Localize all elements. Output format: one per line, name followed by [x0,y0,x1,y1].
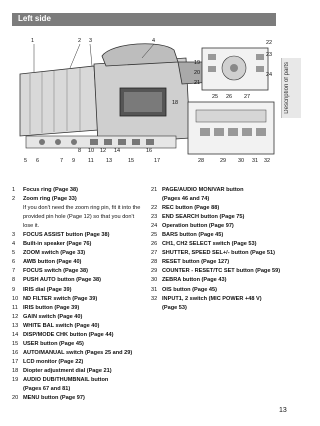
list-item: 15 USER button (Page 45) [12,340,84,347]
list-item: 14 DISP/MODE CHK button (Page 44) [12,331,114,338]
section-title: Left side [18,14,51,23]
parts-list-left [12,186,152,403]
callout-label: 9 [72,158,76,164]
callout-label: 29 [220,158,227,164]
callout-label: 6 [36,158,40,164]
parts-list-right [151,186,296,313]
callout-label: 19 [194,60,201,66]
camera-diagram [12,36,278,176]
callout-label: 16 [146,148,153,154]
callout-label: 17 [154,158,161,164]
list-item: 28 RESET button (Page 127) [151,259,230,266]
list-item-note: (Pages 67 and 81) [23,386,71,393]
callout-label: 27 [244,94,251,100]
list-item-note: provided pin hole (Page 12) so that you don't [23,214,135,221]
list-item: 3 FOCUS ASSIST button (Page 38) [12,232,110,239]
list-item: 4 Built-in speaker (Page 76) [12,241,92,248]
callout-label: 18 [172,100,179,106]
list-item: 11 IRIS button (Page 39) [12,304,80,311]
list-item: 9 IRIS dial (Page 39) [12,286,72,293]
list-item: 22 REC button (Page 88) [151,205,220,212]
list-item: 24 Operation button (Page 97) [151,223,234,230]
list-item-note: (Page 53) [162,304,187,311]
list-item: 6 AWB button (Page 40) [12,259,82,266]
callout-label: 23 [266,52,273,58]
list-item: 10 ND FILTER switch (Page 39) [12,295,98,302]
camera-illustration [12,36,278,176]
callout-label: 22 [266,40,273,46]
callout-label: 10 [88,148,95,154]
list-item: 19 AUDIO DUB/THUMBNAIL button (Pages 67 and 81) [12,376,152,394]
callout-label: 31 [252,158,259,164]
list-item: 27 SHUTTER, SPEED SEL+/- button (Page 51) [151,250,275,257]
callout-label: 15 [128,158,135,164]
callout-label: 14 [114,148,121,154]
list-item: 1 Focus ring (Page 38) [12,187,79,193]
list-item: 26 CH1, CH2 SELECT switch (Page 53) [151,241,257,248]
side-tab-label: Description of parts [284,62,290,114]
callout-label: 25 [212,94,219,100]
callout-label: 11 [88,158,94,164]
list-item: 23 END SEARCH button (Page 75) [151,214,245,221]
list-item: 25 BARS button (Page 45) [151,232,224,239]
list-item: 17 LCD monitor (Page 22) [12,358,84,365]
section-header-bar [12,13,276,26]
list-item: 13 WHITE BAL switch (Page 40) [12,322,100,329]
list-item: 12 GAIN switch (Page 40) [12,313,83,320]
list-item: 30 ZEBRA button (Page 43) [151,277,227,284]
callout-label: 5 [24,158,28,164]
callout-label: 7 [60,158,64,164]
callout-label: 20 [194,70,201,76]
list-item-note: (Pages 46 and 74) [162,196,210,203]
list-item: 2 Zoom ring (Page 33) If you don't need the zoom ring pin, fit it into the provided pin hole (Page 12) so that you don't lose it. [12,195,152,231]
callout-label: 2 [78,38,82,44]
list-item: 7 FOCUS switch (Page 38) [12,268,88,275]
page-number: 13 [279,407,287,414]
callout-label: 13 [106,158,113,164]
side-tab [281,58,301,118]
callout-label: 30 [238,158,245,164]
callout-label: 21 [194,80,201,86]
list-item-note: If you don't need the zoom ring pin, fit it into the [23,205,141,212]
callout-label: 1 [31,38,35,44]
list-item: 21 PAGE/AUDIO MON/VAR button (Pages 46 and 74) [151,186,296,204]
callout-label: 32 [264,158,271,164]
list-item: 16 AUTO/MANUAL switch (Pages 25 and 29) [12,349,133,356]
list-item: 29 COUNTER - RESET/TC SET button (Page 59) [151,268,281,275]
callout-label: 12 [100,148,107,154]
list-item-note: lose it. [23,223,40,230]
callout-label: 26 [226,94,233,100]
list-item: 5 ZOOM switch (Page 33) [12,250,86,257]
callout-label: 24 [266,72,273,78]
list-item: 8 PUSH AUTO button (Page 38) [12,277,102,284]
callout-label: 3 [89,38,93,44]
list-item: 20 MENU button (Page 97) [12,395,85,402]
callout-label: 4 [152,38,156,44]
callout-label: 8 [78,148,82,154]
callout-label: 28 [198,158,205,164]
list-item: 18 Diopter adjustment dial (Page 21) [12,367,112,374]
list-item: 32 INPUT1, 2 switch (MIC POWER +48 V) (Page 53) [151,295,296,313]
list-item: 31 OIS button (Page 45) [151,286,218,293]
